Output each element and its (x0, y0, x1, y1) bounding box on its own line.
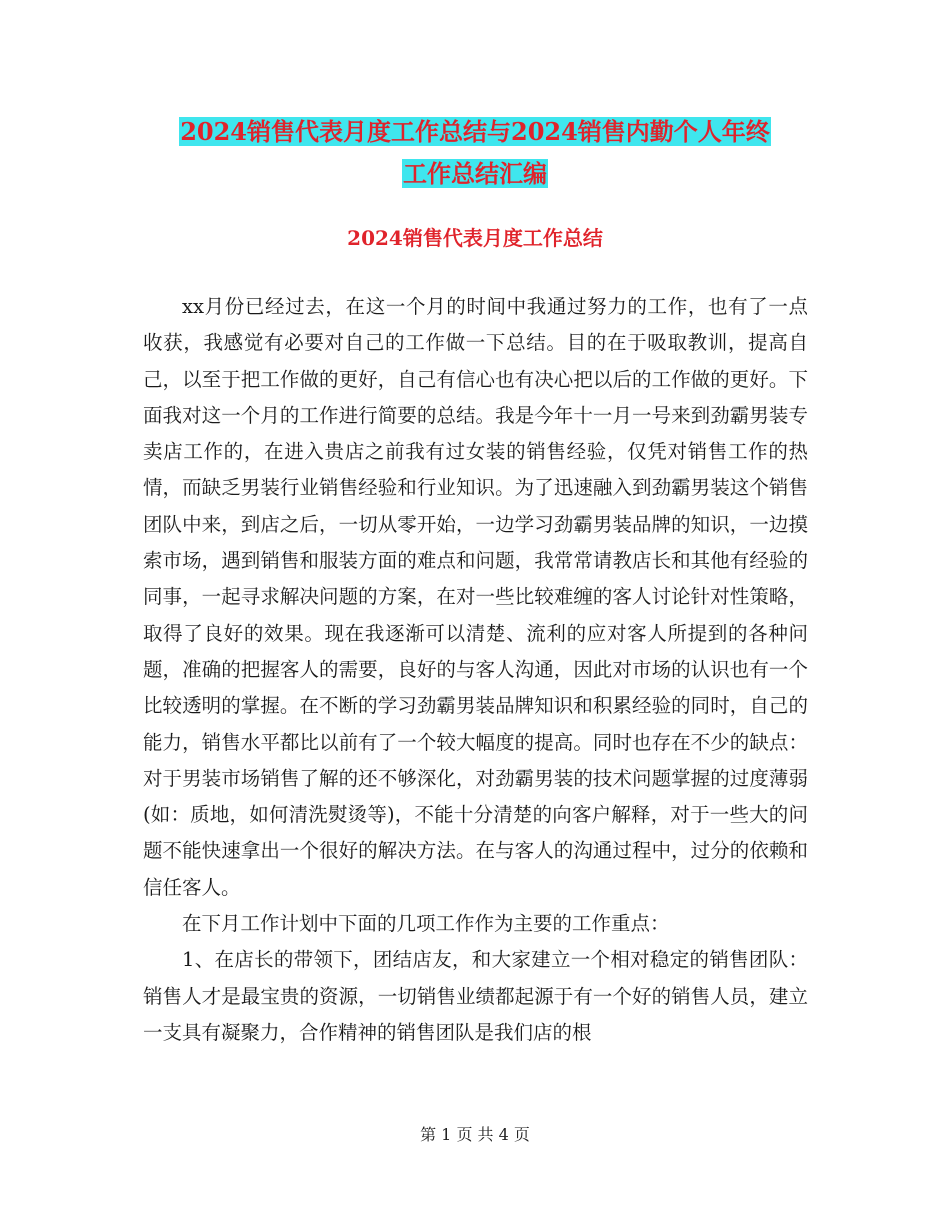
section-title: 2024销售代表月度工作总结 (347, 226, 603, 250)
body-paragraph-1: xx月份已经过去，在这一个月的时间中我通过努力的工作，也有了一点收获，我感觉有必要对自己的工作做一下总结。目的在于吸取教训，提高自己，以至于把工作做的更好，自己有信心也有决心把以后的工作做的更好。下面我对这一个月的工作进行简要的总结。我是今年十一月一号来到劲霸男装专卖店工作的，在进入贵店之前我有过女装的销售经验，仅凭对销售工作的热情，而缺乏男装行业销售经验和行业知识。为了迅速融入到劲霸男装这个销售团队中来，到店之后，一切从零开始，一边学习劲霸男装品牌的知识，一边摸索市场，遇到销售和服装方面的难点和问题，我常常请教店长和其他有经验的同事，一起寻求解决问题的方案，在对一些比较难缠的客人讨论针对性策略，取得了良好的效果。现在我逐渐可以清楚、流利的应对客人所提到的各种问题，准确的把握客人的需要，良好的与客人沟通，因此对市场的认识也有一个比较透明的掌握。在不断的学习劲霸男装品牌知识和积累经验的同时，自己的能力，销售水平都比以前有了一个较大幅度的提高。同时也存在不少的缺点：对于男装市场销售了解的还不够深化，对劲霸男装的技术问题掌握的过度薄弱(如：质地，如何清洗熨烫等)，不能十分清楚的向客户解释，对于一些大的问题不能快速拿出一个很好的解决方法。在与客人的沟通过程中，过分的依赖和信任客人。 (143, 295, 808, 899)
document-title-line-1-text: 2024销售代表月度工作总结与2024销售内勤个人年终 (180, 117, 770, 146)
body-paragraph-2: 在下月工作计划中下面的几项工作作为主要的工作重点： (182, 912, 670, 936)
document-body (143, 289, 808, 1051)
document-title-line-1 (0, 112, 950, 152)
page-number-footer: 第 1 页 共 4 页 (420, 1125, 530, 1144)
document-title-line-2 (0, 154, 950, 194)
document-title-line-2-text: 工作总结汇编 (403, 159, 547, 188)
body-paragraph-3: 1、在店长的带领下，团结店友，和大家建立一个相对稳定的销售团队：销售人才是最宝贵的资源，一切销售业绩都起源于有一个好的销售人员，建立一支具有凝聚力，合作精神的销售团队是我们店的根 (143, 948, 808, 1044)
